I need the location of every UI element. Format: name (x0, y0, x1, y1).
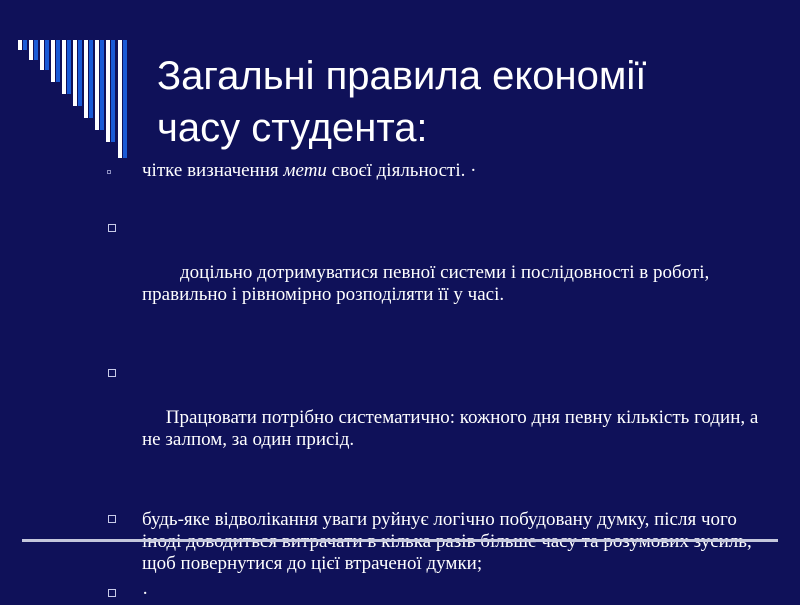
stripe-white (29, 40, 33, 60)
stripe-blue (123, 40, 127, 158)
decorative-stripes (0, 0, 140, 165)
stripe-blue (78, 40, 82, 106)
bullet-item-1 (105, 160, 770, 182)
stripe-white (18, 40, 22, 50)
bullet-1-before: чітке визначення (142, 160, 284, 181)
stripe-white (95, 40, 99, 130)
stripe-white (84, 40, 88, 118)
square-bullet-icon (107, 170, 111, 174)
stripe-white (51, 40, 55, 82)
stripe-blue (100, 40, 104, 130)
stripe-blue (34, 40, 38, 60)
bullet-item-5 (105, 583, 770, 605)
bullet-3-text: Працювати потрібно систематично: кожного дня певну кількість годин, а не залпом, за один присід. (142, 407, 764, 450)
bullet-1-italic: мети (283, 160, 327, 181)
bullet-2-text: доцільно дотримуватися певної системи і послідовності в роботі, правильно і рівномірно розподіляти її у часі. (142, 262, 714, 305)
bullet-5-text: · (142, 583, 149, 604)
stripe-blue (111, 40, 115, 142)
square-bullet-icon (108, 589, 116, 597)
square-bullet-icon (108, 224, 116, 232)
bullet-item-4 (105, 509, 770, 575)
slide-title (157, 50, 757, 154)
stripe-white (118, 40, 122, 158)
title-line-1: Загальні правила економії (157, 54, 647, 98)
bullet-1-after: своєї діяльності. · (326, 160, 477, 181)
stripe-white (73, 40, 77, 106)
stripe-blue (45, 40, 49, 70)
square-bullet-icon (108, 369, 116, 377)
title-line-2: часу студента: (157, 106, 428, 150)
bullet-item-2 (105, 218, 770, 328)
stripe-white (106, 40, 110, 142)
bullet-4-text: будь-яке відволікання уваги руйнує логічно побудовану думку, після чого щоб повернутися до цієї втраченої думки; (142, 509, 737, 574)
bullet-item-3 (105, 363, 770, 473)
stripe-blue (67, 40, 71, 94)
stripe-blue (23, 40, 27, 50)
stripe-white (62, 40, 66, 94)
bottom-divider (22, 539, 778, 542)
stripe-blue (89, 40, 93, 118)
stripe-blue (56, 40, 60, 82)
stripe-white (40, 40, 44, 70)
square-bullet-icon (108, 515, 116, 523)
